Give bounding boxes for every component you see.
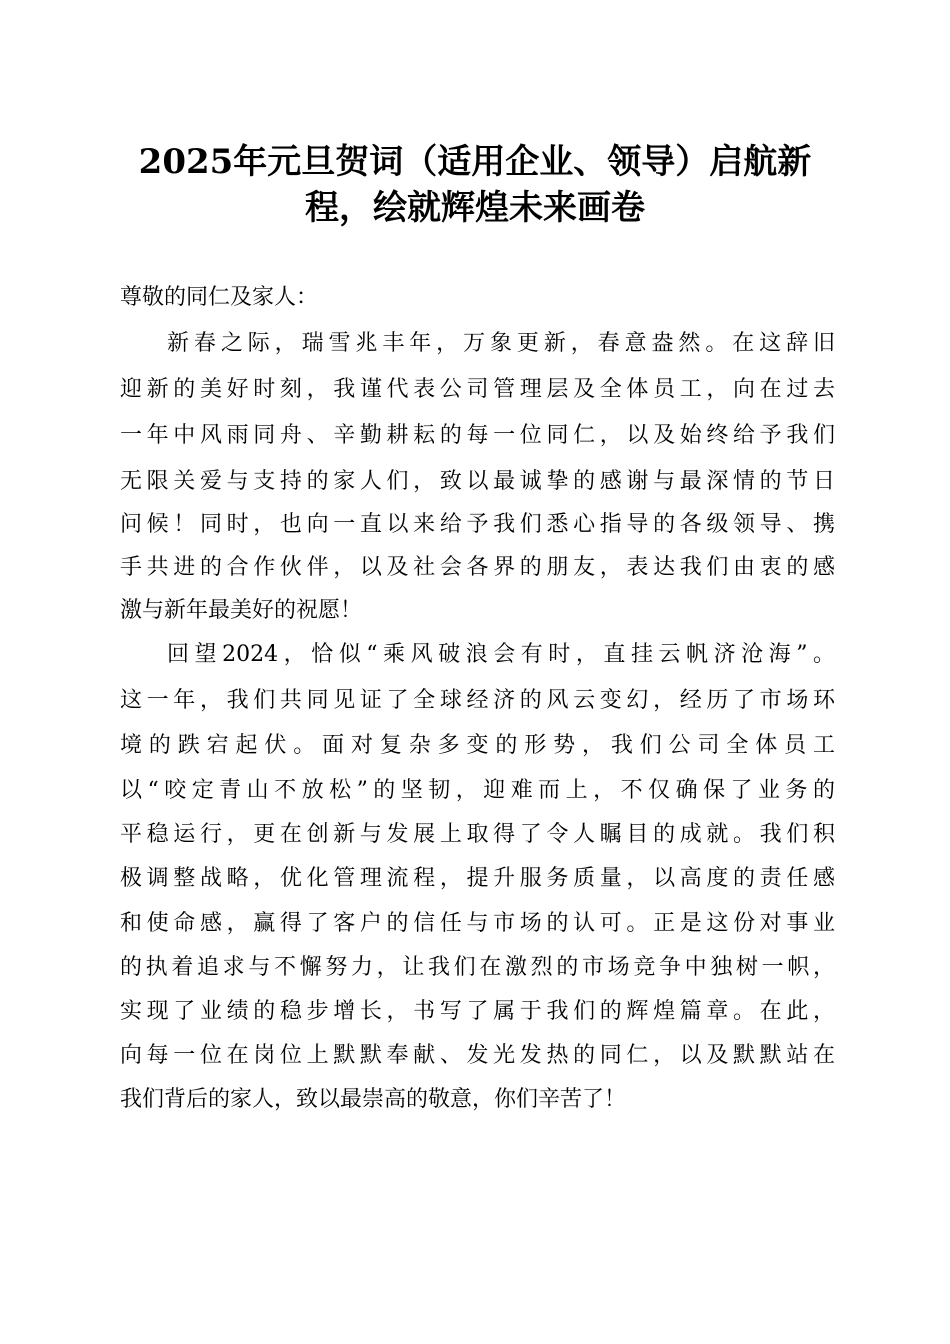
document-title-line-1: 2025年元旦贺词（适用企业、领导）启航新 (138, 142, 812, 182)
paragraph-2-line: 我们背后的家人，致以最崇高的敬意，你们辛苦了！ (120, 1087, 627, 1112)
paragraph-1-line: 一年中风雨同舟、辛勤耕耘的每一位同仁，以及始终给予我们 (120, 423, 835, 448)
paragraph-1-line: 激与新年最美好的祝愿！ (120, 598, 363, 623)
paragraph-2-line: 极调整战略，优化管理流程，提升服务质量，以高度的责任感 (120, 866, 835, 891)
paragraph-2-line: 的执着追求与不懈努力，让我们在激烈的市场竞争中独树一帜， (120, 955, 835, 980)
paragraph-2-line: 以“咬定青山不放松”的坚韧，迎难而上，不仅确保了业务的 (120, 778, 835, 803)
paragraph-2-line: 和使命感，赢得了客户的信任与市场的认可。正是这份对事业 (120, 911, 835, 936)
paragraph-1-line: 新春之际，瑞雪兆丰年，万象更新，春意盎然。在这辞旧 (167, 331, 835, 356)
paragraph-1-line: 问候！同时，也向一直以来给予我们悉心指导的各级领导、携 (120, 512, 835, 537)
paragraph-2-line: 境的跌宕起伏。面对复杂多变的形势，我们公司全体员工 (120, 733, 835, 758)
paragraph-1-line: 迎新的美好时刻，我谨代表公司管理层及全体员工，向在过去 (120, 377, 835, 402)
document-title-line-2: 程，绘就辉煌未来画卷 (305, 188, 645, 228)
paragraph-2-line: 实现了业绩的稳步增长，书写了属于我们的辉煌篇章。在此， (120, 999, 835, 1024)
paragraph-2-line: 这一年，我们共同见证了全球经济的风云变幻，经历了市场环 (120, 688, 835, 713)
paragraph-2-line: 向每一位在岗位上默默奉献、发光发热的同仁，以及默默站在 (120, 1043, 835, 1068)
paragraph-2-line: 平稳运行，更在创新与发展上取得了令人瞩目的成就。我们积 (120, 822, 835, 847)
salutation: 尊敬的同仁及家人： (120, 285, 319, 310)
paragraph-1-line: 手共进的合作伙伴，以及社会各界的朋友，表达我们由衷的感 (120, 555, 835, 580)
paragraph-2-line: 回望2024，恰似“乘风破浪会有时，直挂云帆济沧海”。 (167, 642, 835, 667)
paragraph-1-line: 无限关爱与支持的家人们，致以最诚挚的感谢与最深情的节日 (120, 469, 835, 494)
